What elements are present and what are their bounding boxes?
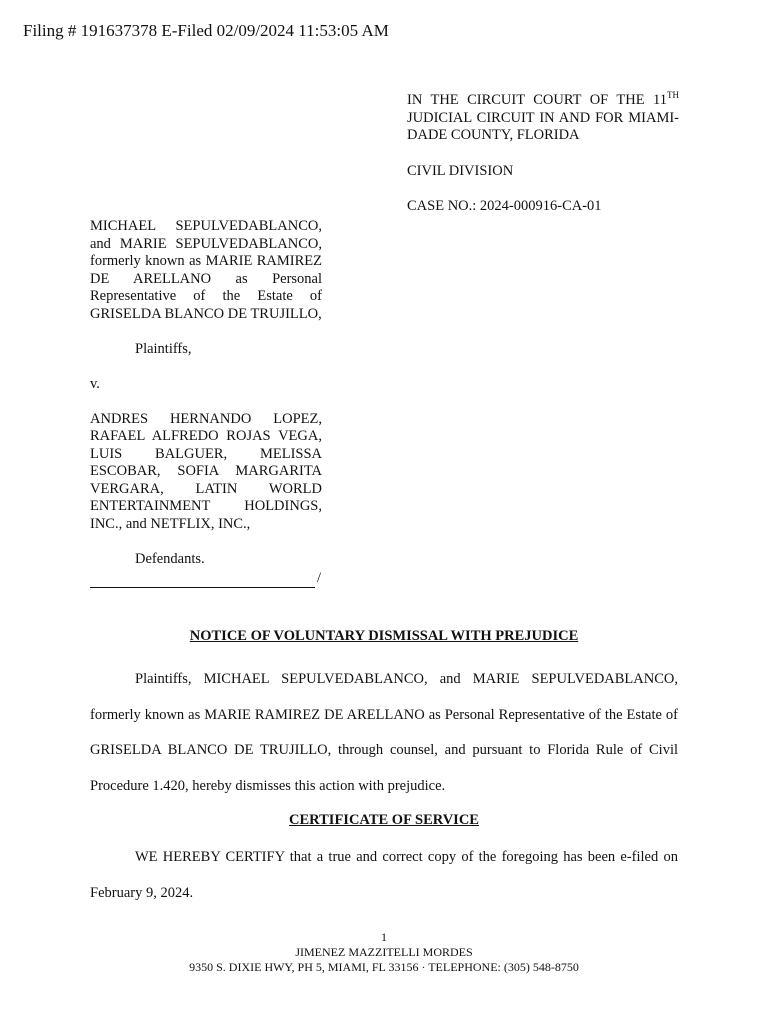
case-caption: [90, 218, 322, 588]
caption-signature-line: [90, 570, 322, 588]
certificate-title: CERTIFICATE OF SERVICE: [289, 812, 479, 828]
versus-label: v.: [90, 375, 100, 392]
court-name-superscript: TH: [667, 90, 679, 101]
plaintiffs-names: MICHAEL SEPULVEDABLANCO, and MARIE SEPULVEDABLANCO, formerly known as MARIE RAMIREZ DE ARELLANO as Personal Representative of the Estate of GRISELDA BLANCO DE TRUJILLO,: [90, 218, 322, 322]
court-name: [407, 92, 679, 145]
defendants-label: Defendants.: [135, 550, 205, 567]
firm-address: 9350 S. DIXIE HWY, PH 5, MIAMI, FL 33156 · TELEPHONE: (305) 548-8750: [189, 960, 579, 974]
firm-name: JIMENEZ MAZZITELLI MORDES: [295, 945, 473, 959]
filing-header: Filing # 191637378 E-Filed 02/09/2024 11:53:05 AM: [23, 21, 389, 40]
underline-rule: [90, 574, 315, 588]
court-name-text: IN THE CIRCUIT COURT OF THE 11: [407, 92, 667, 108]
defendants-names: ANDRES HERNANDO LOPEZ, RAFAEL ALFREDO ROJAS VEGA, LUIS BALGUER, MELISSA ESCOBAR, SOFIA MARGARITA VERGARA, LATIN WORLD ENTERTAINMENT HOLDINGS, INC., and NETFLIX, INC.,: [90, 410, 322, 532]
court-block: [407, 92, 679, 234]
notice-body: [90, 662, 678, 804]
page-footer: [0, 930, 768, 975]
caption-slash: /: [317, 570, 322, 586]
plaintiffs-label: Plaintiffs,: [135, 340, 192, 357]
case-number: CASE NO.: 2024-000916-CA-01: [407, 198, 602, 214]
page-number: 1: [381, 930, 387, 944]
certificate-body: [90, 840, 678, 911]
court-name-text-cont: JUDICIAL CIRCUIT IN AND FOR MIAMI-DADE COUNTY, FLORIDA: [407, 109, 679, 143]
certificate-paragraph: WE HEREBY CERTIFY that a true and correct copy of the foregoing has been e-filed on February 9, 2024.: [90, 849, 678, 901]
notice-title: NOTICE OF VOLUNTARY DISMISSAL WITH PREJUDICE: [189, 628, 579, 644]
notice-paragraph: Plaintiffs, MICHAEL SEPULVEDABLANCO, and MARIE SEPULVEDABLANCO, formerly known as MARIE RAMIREZ DE ARELLANO as Personal Representative of the Estate of GRISELDA BLANCO DE TRUJILLO, through counsel, and pursuant to Florida Rule of Civil Procedure 1.420, hereby dismisses this action with prejudice.: [90, 671, 678, 794]
court-division: CIVIL DIVISION: [407, 162, 514, 179]
